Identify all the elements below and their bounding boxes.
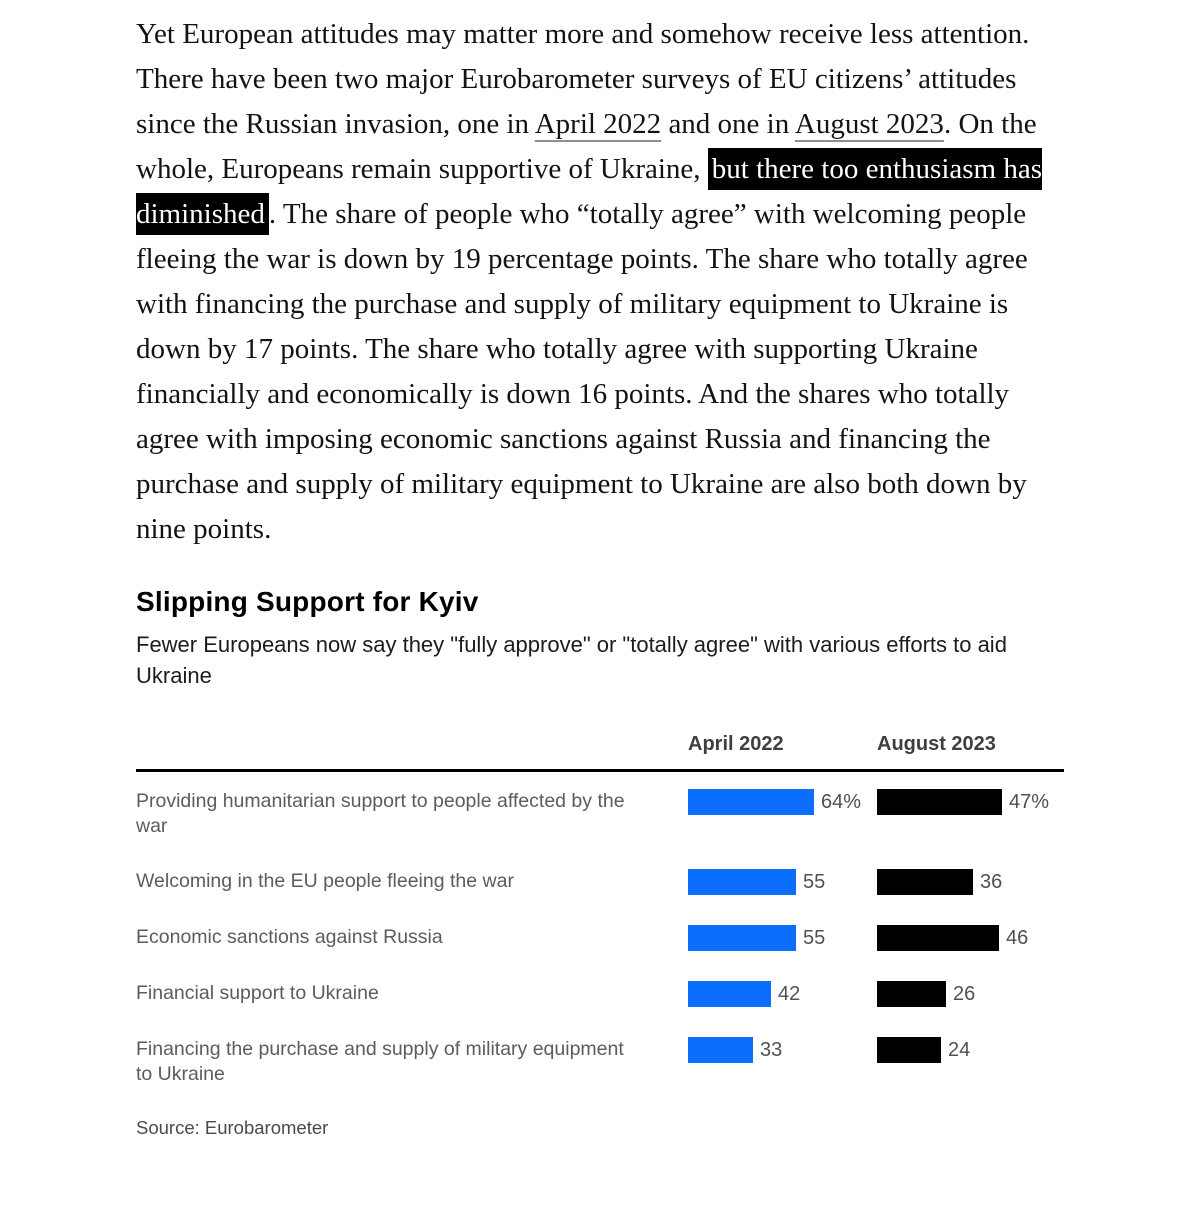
august-2023-value: 26: [953, 983, 976, 1005]
april-2022-bar: [688, 981, 771, 1007]
april-2022-value: 55: [803, 871, 826, 893]
august-2023-value: 24: [948, 1039, 971, 1061]
link-april-2022[interactable]: April 2022: [534, 108, 662, 140]
august-2023-value: 36: [980, 871, 1003, 893]
april-2022-value: 42: [778, 983, 801, 1005]
paragraph-text-2: and one in: [661, 108, 795, 140]
chart-column-headers: [136, 733, 1064, 756]
april-2022-cell: [688, 1037, 877, 1063]
row-category-label: Welcoming in the EU people fleeing the war: [136, 870, 514, 892]
column-header-august-2023: August 2023: [877, 733, 996, 755]
row-category-label: Providing humanitarian support to people affected by the war: [136, 790, 625, 837]
april-2022-bar: [688, 925, 796, 951]
august-2023-cell: [877, 925, 1064, 951]
april-2022-value: 64%: [821, 791, 862, 813]
chart: [136, 586, 1064, 1139]
paragraph-text-1: Yet European attitudes may matter more and somehow receive less attention. There have been two major Eurobarometer surveys of EU citizens’ attitudes since the Russian invasion, one in: [136, 18, 1030, 140]
row-category-label: Economic sanctions against Russia: [136, 926, 443, 948]
august-2023-value: 47%: [1009, 791, 1050, 813]
april-2022-bar: [688, 789, 814, 815]
article-paragraph: [136, 12, 1064, 552]
august-2023-cell: [877, 1037, 1064, 1063]
chart-rows: [136, 772, 1064, 1087]
august-2023-bar: [877, 925, 999, 951]
chart-source: Source: Eurobarometer: [136, 1117, 329, 1138]
link-august-2023[interactable]: August 2023: [794, 108, 944, 140]
august-2023-bar: [877, 869, 973, 895]
chart-title: Slipping Support for Kyiv: [136, 586, 479, 617]
header-spacer: [136, 733, 688, 756]
column-header-april-2022: April 2022: [688, 733, 784, 755]
highlighted-phrase: but there too enthusiasm has diminished: [136, 148, 1042, 235]
paragraph-text-4: . The share of people who “totally agree” with welcoming people fleeing the war is down by 19 percentage points. The share who totally agree with financing the purchase and supply of military equipment to Ukraine is down by 17 points. The share who totally agree with supporting Ukraine financially and economically is down 16 points. And the shares who totally agree with imposing economic sanctions against Russia and financing the purchase and supply of military equipment to Ukraine are also both down by nine points.: [136, 198, 1028, 545]
april-2022-bar: [688, 869, 796, 895]
april-2022-cell: [688, 869, 877, 895]
april-2022-cell: [688, 789, 877, 815]
august-2023-bar: [877, 1037, 941, 1063]
april-2022-cell: [688, 981, 877, 1007]
august-2023-bar: [877, 789, 1002, 815]
row-category-label: Financing the purchase and supply of military equipment to Ukraine: [136, 1038, 624, 1085]
august-2023-cell: [877, 869, 1064, 895]
table-row: [136, 789, 1064, 839]
august-2023-value: 46: [1006, 927, 1029, 949]
row-category-label: Financial support to Ukraine: [136, 982, 379, 1004]
table-row: [136, 1037, 1064, 1087]
april-2022-value: 55: [803, 927, 826, 949]
paragraph-text-3: . On the whole, Europeans remain supportive of Ukraine,: [136, 108, 1037, 185]
august-2023-cell: [877, 981, 1064, 1007]
table-row: [136, 981, 1064, 1007]
august-2023-cell: [877, 789, 1064, 815]
april-2022-value: 33: [760, 1039, 783, 1061]
chart-subtitle: Fewer Europeans now say they "fully approve" or "totally agree" with various efforts to aid Ukraine: [136, 632, 1007, 688]
table-row: [136, 869, 1064, 895]
april-2022-cell: [688, 925, 877, 951]
august-2023-bar: [877, 981, 946, 1007]
table-row: [136, 925, 1064, 951]
april-2022-bar: [688, 1037, 753, 1063]
